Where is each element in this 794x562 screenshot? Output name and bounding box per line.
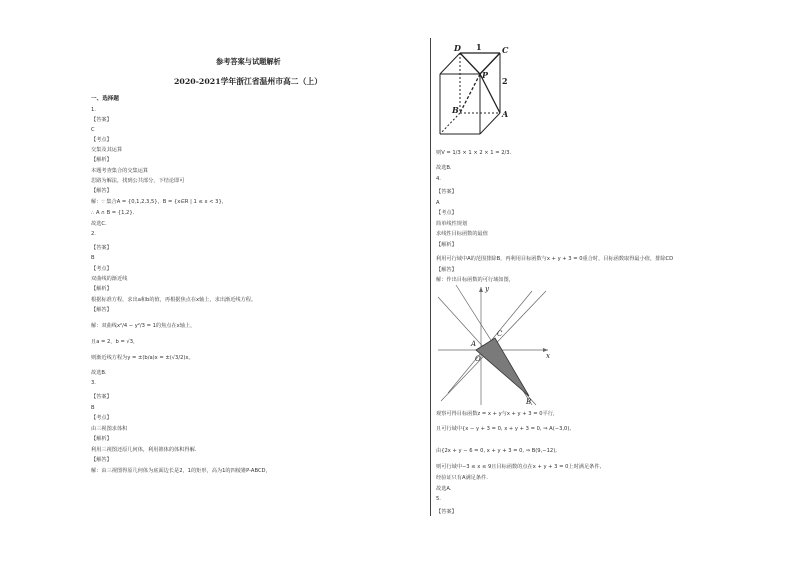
label-c: C <box>502 45 509 55</box>
page-subtitle: 2020-2021学年浙江省温州市高二（上） <box>174 77 322 86</box>
axis-label-y: y <box>485 285 489 293</box>
solution-text: 解：双曲线x²/4 − y²/3 = 1的焦点在x轴上， <box>91 323 196 329</box>
solution-tag: 【解答】 <box>91 188 112 194</box>
point-label-c: C <box>497 330 503 338</box>
analysis-text: 思路为解法，找到公共部分，下结论即可 <box>91 178 185 184</box>
analysis-tag: 【解析】 <box>91 436 112 442</box>
topic-tag: 【考点】 <box>436 210 457 216</box>
question-number: 5. <box>436 496 441 502</box>
analysis-text: 利用三视图还原几何体，利用锥体的体积得解. <box>91 447 197 453</box>
analysis-text: 利用可行域中A的范围排除B，再利用目标函数与x + y + 3 = 0重合时，目标函数取得最小值，排除CD <box>436 256 674 262</box>
topic-tag: 【考点】 <box>91 266 112 272</box>
page-title: 参考答案与试题解析 <box>216 57 281 66</box>
question-number: 4. <box>436 176 441 182</box>
label-a: A <box>502 109 509 119</box>
axis-label-x: x <box>546 352 550 360</box>
feasible-region-graph <box>436 283 556 409</box>
topic-text: 简单线性规划 <box>436 221 468 227</box>
solution-text: ∴ A ∩ B = {1,2}. <box>91 210 135 216</box>
answer-value: A <box>436 200 440 206</box>
point-label-a: A <box>471 340 477 348</box>
answer-value: C <box>91 127 95 133</box>
topic-tag: 【考点】 <box>91 415 112 421</box>
section-heading: 一、选择题 <box>91 96 119 102</box>
solution-text: 经验证只有A满足条件. <box>436 475 488 481</box>
topic-text: 双曲线的渐近线 <box>91 276 128 282</box>
question-number: 2. <box>91 231 96 237</box>
solution-tag: 【解答】 <box>91 307 112 313</box>
analysis-tag: 【解析】 <box>91 157 112 163</box>
y-axis-arrow <box>479 287 483 292</box>
answer-tag: 【答案】 <box>436 509 457 515</box>
topic-text: 由三视图求体积 <box>91 426 128 432</box>
choice-text: 故选B. <box>91 370 107 376</box>
solution-text: 观察可得目标函数z = x + y与x + y + 3 = 0平行， <box>436 411 559 417</box>
topic-tag: 【考点】 <box>91 137 112 143</box>
label-p: P <box>482 70 489 80</box>
answer-value: B <box>91 405 95 411</box>
column-divider <box>430 38 431 516</box>
topic-text: 求线性目标函数的最值 <box>436 231 488 237</box>
solution-text: 解：∵ 集合A = {0,1,2,3,5}，B = {x∈R | 1 ≤ x < 3}， <box>91 199 227 205</box>
question-number: 1. <box>91 107 96 113</box>
solution-text: 解：作出目标函数的可行域如图， <box>436 277 514 283</box>
topic-text: 交集及其运算 <box>91 147 123 153</box>
solution-text: 且a = 2，b = √3， <box>91 339 139 345</box>
question-number: 3. <box>91 380 96 386</box>
label-b: B <box>452 105 459 115</box>
analysis-tag: 【解析】 <box>91 286 112 292</box>
pyramid-figure <box>436 40 516 140</box>
answer-value: B <box>91 255 95 261</box>
choice-text: 故选B. <box>436 165 452 171</box>
label-edge-right: 2 <box>502 76 508 86</box>
point-label-o: O <box>475 355 481 363</box>
choice-text: 故选C. <box>91 221 107 227</box>
choice-text: 故选A. <box>436 486 452 492</box>
answer-tag: 【答案】 <box>91 117 112 123</box>
answer-tag: 【答案】 <box>91 245 112 251</box>
feasible-region <box>476 338 529 396</box>
solution-tag: 【解答】 <box>436 267 457 273</box>
solution-text: 由{2x + y − 6 = 0, x + y + 3 = 0, ⇒ B(9,−12), <box>436 448 557 454</box>
solution-tag: 【解答】 <box>91 457 112 463</box>
solution-text: 解：由三视图得原几何体为底面边长是2，1的矩形，高为1的四棱锥P-ABCD， <box>91 468 271 474</box>
solution-text: 则可行域中−3 ≤ x ≤ 9且目标函数的点在x + y + 3 = 0上时满足条件, <box>436 464 602 470</box>
solution-text: 则V = 1/3 × 1 × 2 × 1 = 2/3. <box>436 150 512 156</box>
analysis-text: 根据标准方程，求出a和b的值，再根据焦点在x轴上，求出渐近线方程。 <box>91 297 257 303</box>
label-d: D <box>454 43 461 53</box>
answer-tag: 【答案】 <box>91 394 112 400</box>
analysis-tag: 【解析】 <box>436 242 457 248</box>
answer-tag: 【答案】 <box>436 189 457 195</box>
label-edge-top: 1 <box>476 42 482 52</box>
solution-text: 且可行域中{x − y + 3 = 0, x + y + 3 = 0, ⇒ A(−3,0), <box>436 426 572 432</box>
point-label-b: B <box>526 398 532 406</box>
analysis-text: 本题考查集合的交集运算 <box>91 168 149 174</box>
solution-text: 则渐近线方程为y = ±(b/a)x = ±(√3/2)x。 <box>91 355 194 361</box>
